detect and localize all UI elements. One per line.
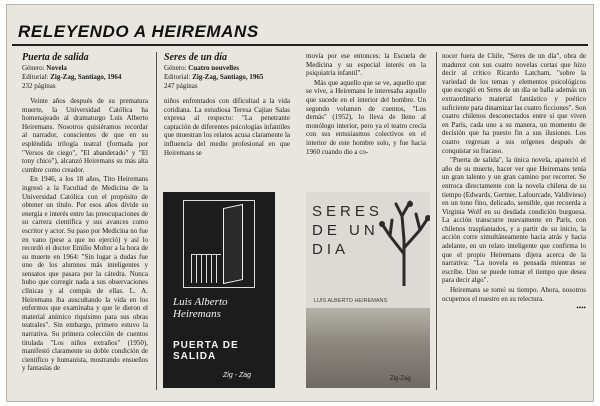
review-1-book-title: Puerta de salida: [22, 52, 89, 63]
publisher-label: Editorial:: [164, 73, 191, 81]
cover-title-line: DE UN: [312, 222, 379, 239]
column-1: [22, 52, 148, 374]
cover-author: LUIS ALBERTO HEIREMANS: [314, 298, 388, 304]
cover-title-line: DIA: [312, 241, 350, 258]
balcony-railing-illustration: [191, 254, 221, 283]
paragraph: Veinte años después de su prematura muerte, la Universidad Católica ha homenajeado al dramaturgo Luis Alberto Heiremans. Nosotros quisiéramos recordar al narrador, conscientes de que en su espléndida trilogía teatral (formada por "Versos de ciego", "El abanderado" y "El tony chico"), alcanzó Heiremans su más alta cumbre como creador.: [22, 97, 148, 174]
review-1-genre: [22, 64, 148, 72]
review-2-genre: [164, 64, 290, 72]
column-3: [306, 52, 426, 157]
paragraph: Más que aquello que se ve, aquello que se vive, a Heiremans le interesaba aquello que sucede en el interior del hombre. Un segundo volumen de cuentos, "Los demás" (1952), lo lleva de lleno al monólogo interior, pero ya el teatro crecía con sus entusiasmos colectivos en el interior de este hombre solo, y fue hacia 1960 cuando dio a co-: [306, 78, 426, 156]
book-cover-puerta-de-salida: [163, 192, 275, 388]
review-1-publisher: [22, 73, 148, 81]
column-2: [164, 52, 290, 158]
cover-author: Luis Alberto Heiremans: [173, 296, 228, 320]
tree-illustration: [376, 196, 430, 286]
title-rule: [12, 44, 588, 46]
paragraph: "Puerta de salida", la única novela, apareció el año de su muerte, hacer ver que Heiremans tenía un gran talento y un gran camino por recorrer. Se entroca directamente con la novela chilena de su tiempo (Edwards, Gertner, Lafourcade, Valdivieso) en un tono fino, delicado, sensible, que recuerda a Virginia Wolf en su desdada condición burguesa. La acción transcurre nuevamente en París, con chilenos trasplantados, y a partir de su inicio, la acción corre simultáneamente hacia atrás y hacia adelante, en un relato inteligente que confirma lo que el propio Heiremans dijera acerca de la narrativa: "La novela es pensada mientras se escribe. Uno se puede tomar el tiempo que desea para decir algo".: [442, 156, 586, 285]
review-2-publisher: [164, 73, 290, 81]
review-2-book-title: Seres de un día: [164, 52, 228, 63]
genre-label: Género:: [164, 64, 187, 72]
review-2-pages: 247 páginas: [164, 82, 198, 90]
cover-title: PUERTA DE SALIDA: [173, 340, 239, 362]
column-divider: [436, 52, 437, 390]
page-title: RELEYENDO A HEIREMANS: [18, 22, 259, 41]
cover-title-line: SERES: [312, 203, 383, 220]
cover-publisher: Zig - Zag: [223, 372, 252, 379]
cover-publisher: Zig-Zag: [390, 376, 411, 382]
genre-label: Género:: [22, 64, 45, 72]
column-divider: [156, 52, 157, 390]
paragraph: nocer fuera de Chile, "Seres de un día", obra de madurez con sus cuatro novelas cortas que hizo decir al crítico Ricardo Latcham, "sobre la variedad de los temas y elementos psicológicos que escogió en Seres de un día se halla además un extraordinario material fantástico y poético suficiente para dinamizar las cuatro ficciones". Son cuatro chilenos desconectados entre sí que viven en París, cada uno a su manera, un momento de decisión que ha puesto fin a sus ilusiones. Los cuatro regresan a sus orígenes después de conquistar su fracaso.: [442, 52, 586, 155]
review-1-pages: 232 páginas: [22, 82, 56, 90]
genre-value: Cuatro nouvelles: [188, 64, 239, 72]
paragraph: niños enfrentados con dificultad a la vida cotidiana. La estudiosa Teresa Cajiao Salas expresa al respecto: "La penetrante captación de diferentes psicologías infantiles que muestran los relatos acusa claramente la influencia del medio profesional en que Heiremans se: [164, 97, 290, 157]
door-illustration: [223, 204, 243, 284]
street-scene-illustration: [306, 308, 430, 388]
paragraph: Heiremans se tomó su tiempo. Ahora, nosotros ocupemos el nuestro en su relectura.: [442, 286, 586, 303]
genre-value: Novela: [46, 64, 67, 72]
paragraph: En 1946, a los 18 años, Tito Heiremans ingresó a la Facultad de Medicina de la Universidad Católica con el propósito de obtener un título. Por esos años divide su energía e interés entre las preocupaciones de su carrera científica y sus avances como escritor y actor. Su paso por Medicina no fue en vano (pese a que no ejerció) y así lo recordó el doctor Emilio Mohor a la hora de su muerte en 1964: "Sin lugar a dudas fue uno de los alumnos más inteligentes y sensatos que pasara por la cátedra. Nunca hubo que corregir nada a sus observaciones clínicas y al compás de ellas. L. A. Heiremans iba auscultando la vida en los enfermos que examinaba y que le dieron el material anímico riquísimo para sus obras teatrales". Sin embargo, primero estuvo la narrativa. Su primera colección de cuentos titulada "Los niños extraños" (1950), manifestó claramente su doble condición de científico y humanista, mostrando ensueños y fantasías de: [22, 175, 148, 373]
end-mark: ••••: [576, 304, 586, 313]
book-cover-seres-de-un-dia: [306, 192, 430, 388]
publisher-value: Zig-Zag, Santiago, 1965: [192, 73, 264, 81]
column-4: [442, 52, 586, 314]
publisher-label: Editorial:: [22, 73, 49, 81]
paragraph: movía por ese entonces: la Escuela de Medicina y su especial interés en la psiquiatría infantil".: [306, 52, 426, 78]
publisher-value: Zig-Zag, Santiago, 1964: [50, 73, 122, 81]
cover-title: [312, 202, 383, 259]
